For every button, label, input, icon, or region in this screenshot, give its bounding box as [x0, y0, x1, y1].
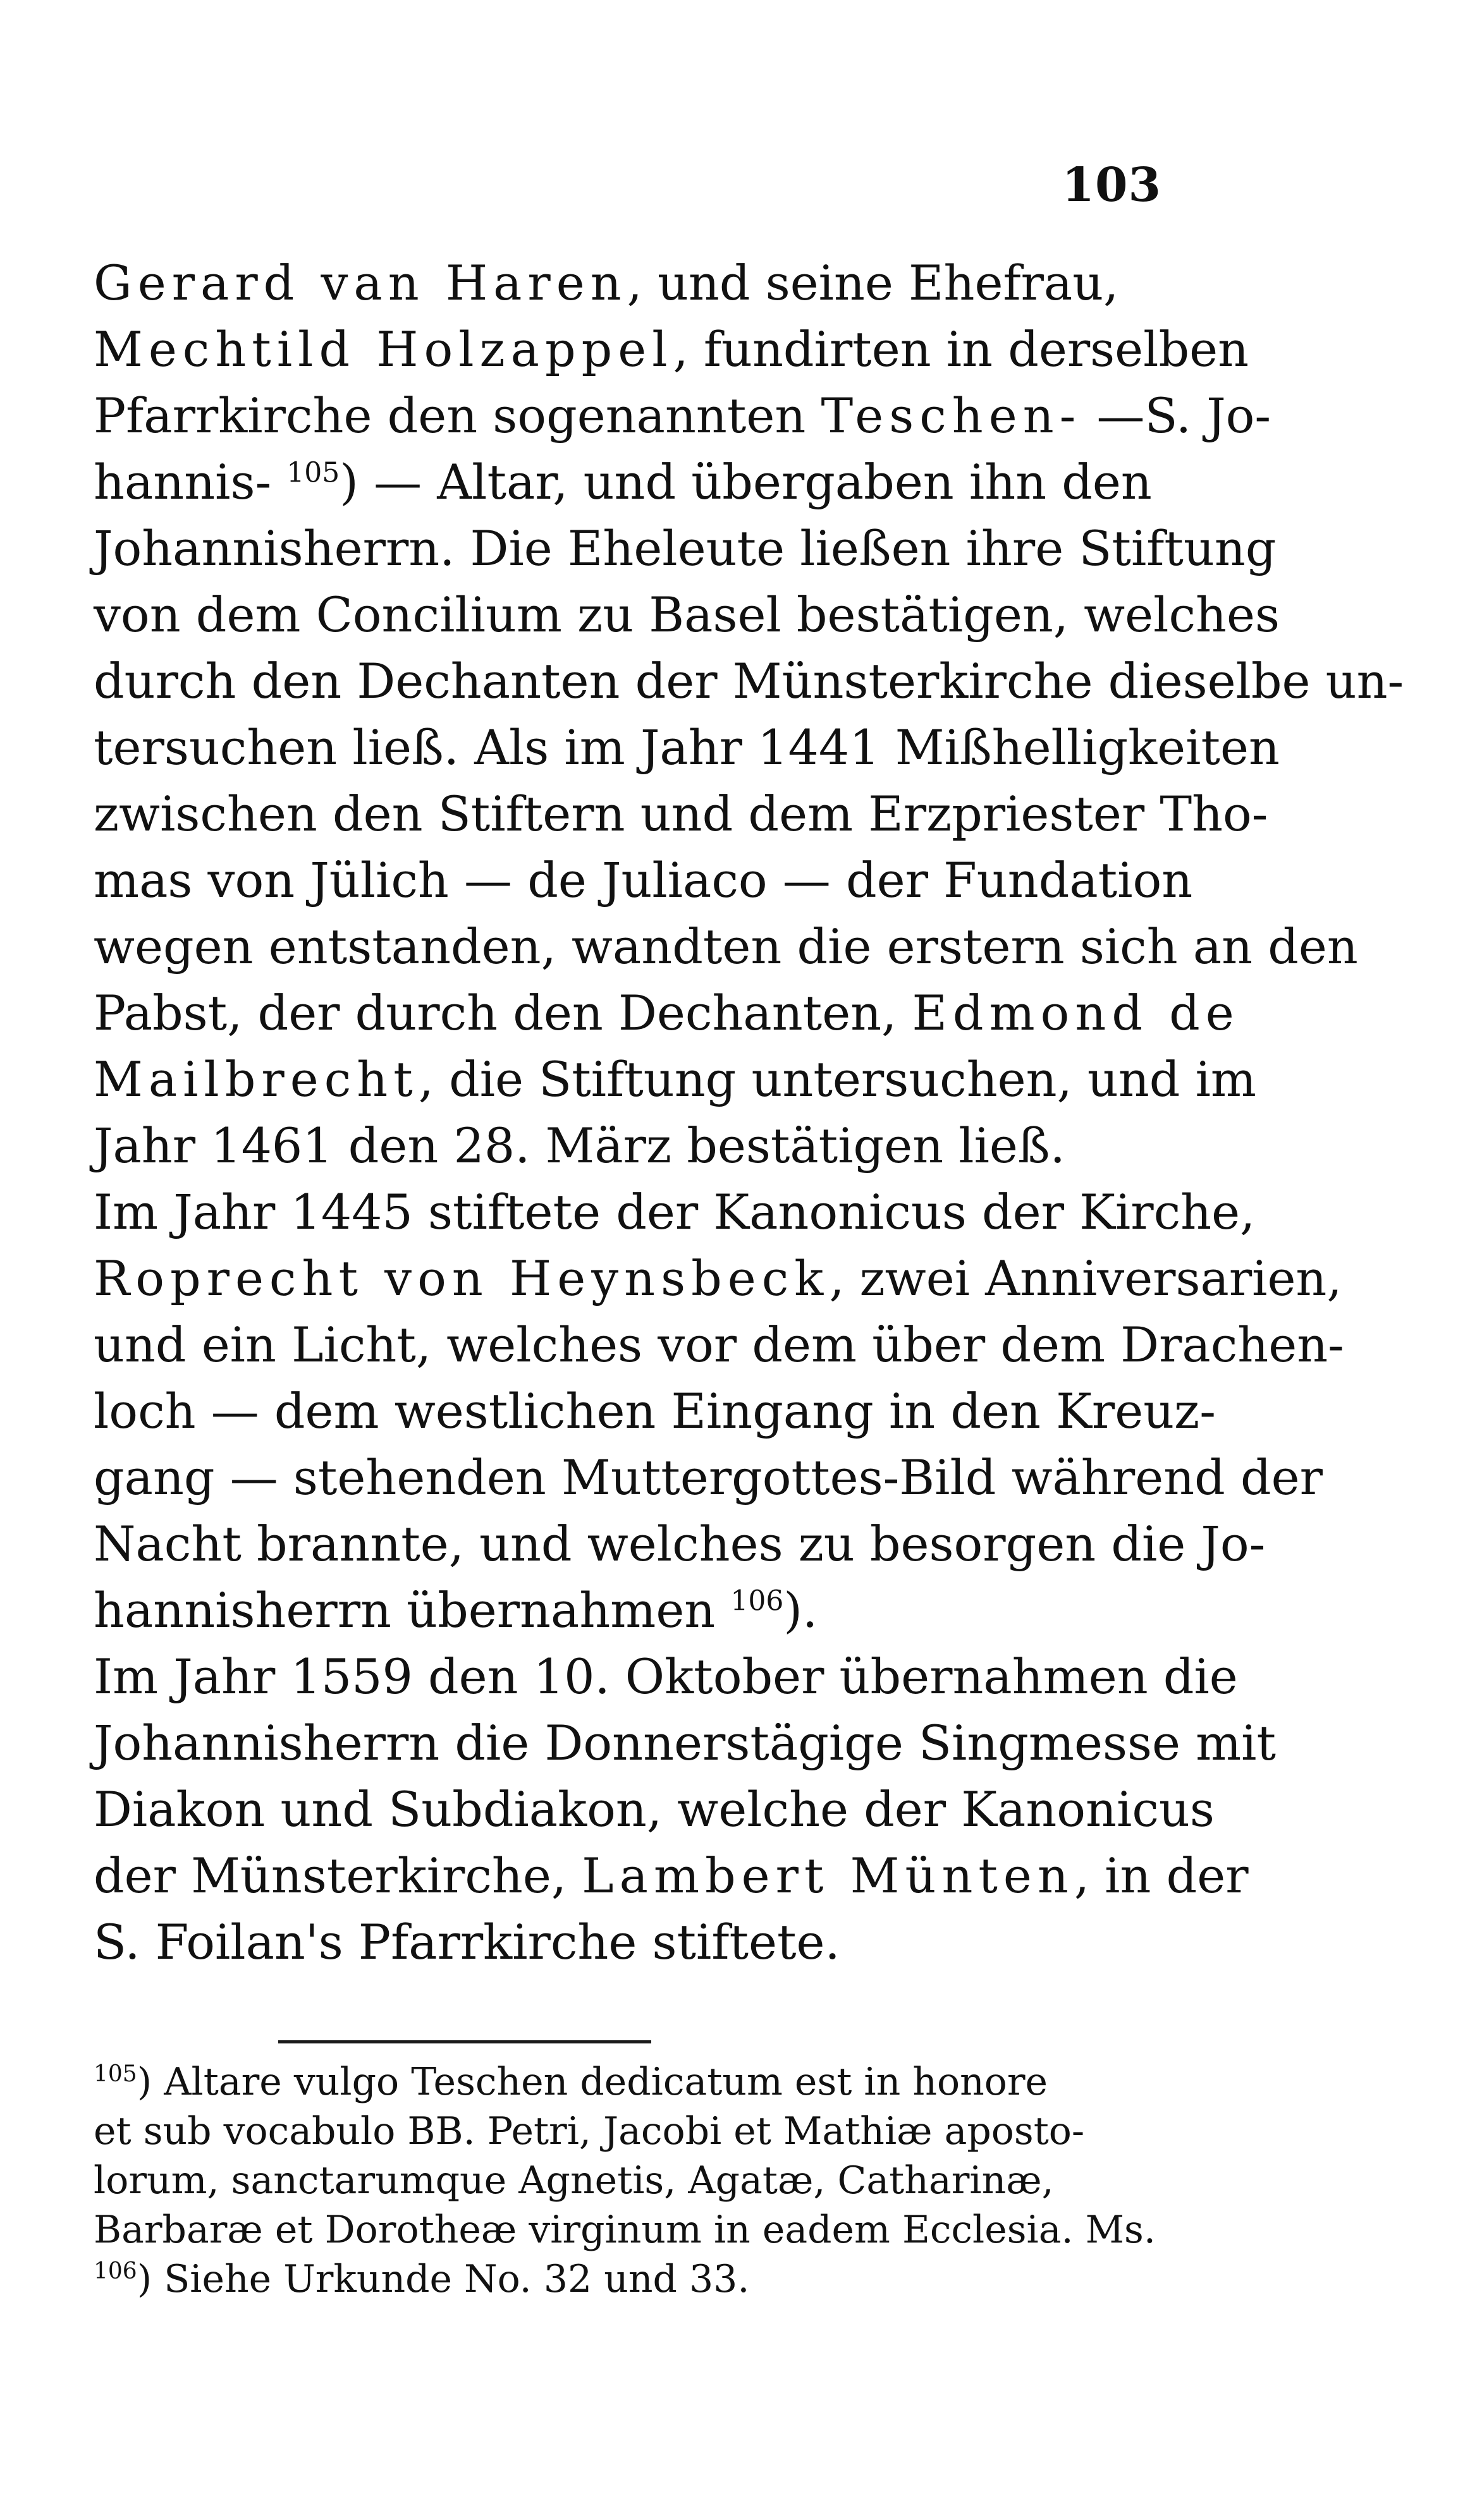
text-run: , die Stiftung untersuchen, und im	[418, 1051, 1256, 1107]
text-line	[94, 1444, 1323, 1511]
text-line	[94, 1312, 1344, 1378]
text-run: S. Foilan's Pfarrkirche stiftete.	[94, 1914, 840, 1970]
text-run: Johannisherrn die Donnerstägige Singmesse mit	[94, 1715, 1277, 1771]
text-line	[94, 1378, 1216, 1444]
paragraph	[94, 1179, 1344, 1643]
spaced-name: Mechtild Holzappel	[94, 321, 673, 377]
text-run: Pabst, der durch den Dechanten,	[94, 985, 912, 1041]
body-text	[94, 250, 1404, 1975]
text-line	[94, 2107, 1197, 2156]
text-line	[94, 1112, 1197, 1179]
text-run: wegen entstanden, wandten die erstern sich an den	[94, 918, 1358, 975]
text-line	[94, 1842, 1249, 1909]
footnotes	[94, 2057, 1197, 2304]
text-run: , und seine Ehefrau,	[627, 255, 1119, 311]
text-line	[94, 847, 1197, 913]
text-run: durch den Dechanten der Münsterkirche dieselbe un-	[94, 653, 1404, 709]
text-run: Im Jahr 1559 den 10. Oktober übernahmen die	[94, 1648, 1238, 1705]
footnote-marker: 106	[730, 1585, 784, 1617]
text-line	[94, 913, 1358, 980]
text-line	[94, 2255, 1197, 2304]
text-line	[94, 2057, 1197, 2107]
text-line	[94, 515, 1277, 581]
text-run: gang — stehenden Muttergottes-Bild während der	[94, 1449, 1323, 1506]
text-run: Nacht brannte, und welches zu besorgen die Jo-	[94, 1516, 1266, 1572]
text-run: , zwei Anniversarien,	[829, 1250, 1342, 1306]
text-run: Barbaræ et Dorotheæ virginum in eadem Ecclesia. Ms.	[94, 2208, 1156, 2252]
text-run: ) Siehe Urkunde No. 32 und 33.	[137, 2257, 750, 2301]
text-line	[94, 316, 1249, 382]
text-run: —S. Jo-	[1081, 387, 1271, 444]
text-line	[94, 781, 1268, 847]
text-run: und ein Licht, welches vor dem über dem Drachen-	[94, 1317, 1344, 1373]
text-run: loch — dem westlichen Eingang in den Kreuz-	[94, 1383, 1216, 1439]
text-line	[94, 1179, 1256, 1245]
footnote-marker: 106	[94, 2258, 137, 2284]
spaced-name: Mailbrecht	[94, 1051, 419, 1107]
text-line	[94, 382, 1271, 449]
text-run: tersuchen ließ. Als im Jahr 1441 Mißhelligkeiten	[94, 719, 1280, 776]
spaced-name: Teschen-	[821, 387, 1082, 444]
text-run: Diakon und Subdiakon, welche der Kanonicus	[94, 1781, 1215, 1837]
text-run: , in der	[1074, 1847, 1249, 1904]
text-line	[94, 980, 1240, 1046]
text-run: zwischen den Stiftern und dem Erzpriester Tho-	[94, 786, 1268, 842]
text-run: Johannisherrn. Die Eheleute ließen ihre Stiftung	[94, 520, 1277, 576]
text-run: mas von Jülich — de Juliaco — der Fundation	[94, 852, 1193, 908]
spaced-name: Edmond de	[912, 985, 1240, 1041]
spaced-name: Lambert Münten	[582, 1847, 1074, 1904]
footnote	[94, 2057, 1197, 2255]
footnote-marker: 105	[286, 456, 340, 489]
footnote-separator	[278, 2040, 651, 2043]
text-line	[94, 449, 1197, 515]
text-line	[94, 1909, 1197, 1975]
text-line	[94, 1776, 1215, 1842]
spaced-name: Roprecht von Heynsbeck	[94, 1250, 830, 1306]
text-line	[94, 1245, 1342, 1312]
text-run: Im Jahr 1445 stiftete der Kanonicus der Kirche,	[94, 1184, 1256, 1240]
text-run: et sub vocabulo BB. Petri, Jacobi et Mathiæ aposto-	[94, 2109, 1085, 2153]
text-run: hannisherrn übernahmen	[94, 1582, 731, 1638]
paragraph	[94, 1643, 1277, 1975]
paragraph	[94, 250, 1404, 1179]
spaced-name: Gerard van Haren	[94, 255, 627, 311]
text-line	[94, 1643, 1238, 1710]
text-line	[94, 2205, 1197, 2255]
footnote	[94, 2255, 1197, 2304]
page-number: 103	[1062, 158, 1161, 212]
text-run: ).	[783, 1582, 818, 1638]
text-line	[94, 648, 1404, 714]
text-run: der Münsterkirche,	[94, 1847, 582, 1904]
footnote-marker: 105	[94, 2061, 137, 2087]
text-run: lorum, sanctarumque Agnetis, Agatæ, Catharinæ,	[94, 2158, 1054, 2203]
text-run: hannis-	[94, 454, 287, 510]
text-line	[94, 2156, 1197, 2205]
text-line	[94, 1710, 1277, 1776]
text-line	[94, 1577, 1197, 1643]
text-line	[94, 1046, 1256, 1112]
text-run: , fundirten in derselben	[673, 321, 1249, 377]
text-line	[94, 250, 1197, 316]
text-run: von dem Concilium zu Basel bestätigen, welches	[94, 587, 1280, 643]
text-line	[94, 581, 1280, 648]
text-run: Pfarrkirche den sogenannten	[94, 387, 821, 444]
text-run: ) Altare vulgo Teschen dedicatum est in honore	[137, 2060, 1048, 2104]
text-line	[94, 714, 1280, 781]
text-line	[94, 1511, 1266, 1577]
text-run: Jahr 1461 den 28. März bestätigen ließ.	[94, 1117, 1065, 1174]
text-run: ) — Altar, und übergaben ihn den	[340, 454, 1152, 510]
